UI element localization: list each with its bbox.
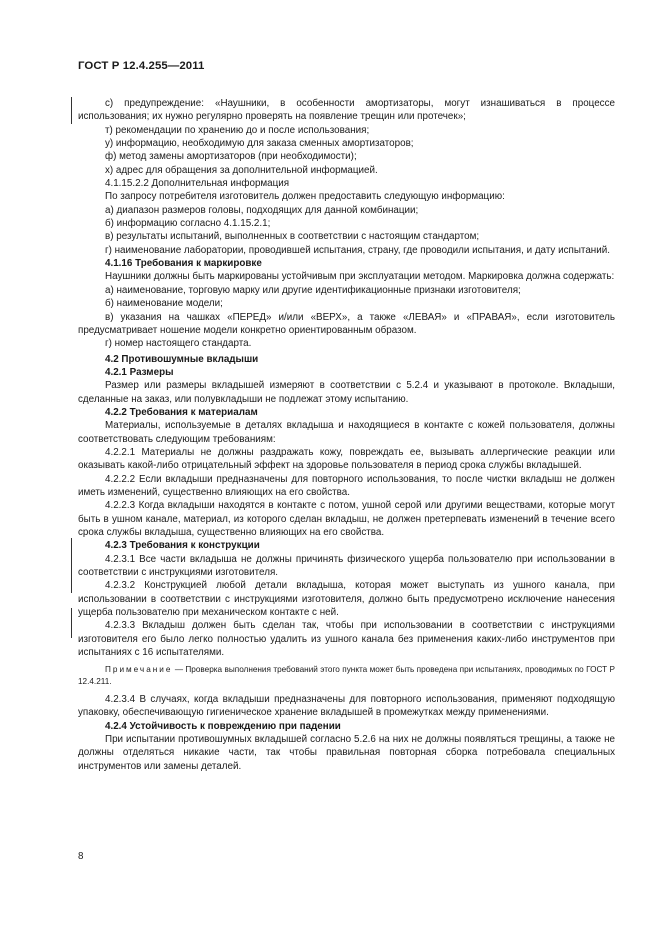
page-number: 8 [78, 851, 84, 862]
section-heading: 4.2.1 Размеры [105, 366, 174, 378]
note [78, 664, 615, 686]
section-heading: 4.1.16 Требования к маркировке [105, 258, 262, 270]
paragraph: Материалы, используемые в деталях вкладыша и находящиеся в контакте с кожей пользователя, должны соответствовать следующим требованиям: [78, 420, 615, 445]
note-label: Примечание [105, 665, 173, 675]
list-item: у) информацию, необходимую для заказа сменных амортизаторов; [105, 138, 414, 150]
paragraph: 4.2.2.1 Материалы не должны раздражать кожу, повреждать ее, вызывать аллергические реакции или оказывать какой-либо отрицательный эффект на здоровье пользователя в период срока службы вкладышей. [78, 446, 615, 472]
section-heading: 4.2.3 Требования к конструкции [105, 540, 260, 552]
change-bar [71, 97, 72, 124]
note-text: — Проверка выполнения требований этого пункта может быть проведена при испытаниях, проводимых по ГОСТ Р 12.4.211. [78, 665, 615, 686]
list-item: г) наименование лаборатории, проводившей испытания, страну, где проводили испытания, и дату испытаний. [105, 244, 610, 256]
paragraph: Наушники должны быть маркированы устойчивым при эксплуатации методом. Маркировка должна содержать: [105, 271, 615, 283]
list-item: ф) метод замены амортизаторов (при необходимости); [105, 151, 357, 163]
list-item: а) диапазон размеров головы, подходящих для данной комбинации; [105, 204, 419, 216]
list-item: в) указания на чашках «ПЕРЕД» и/или «ВЕРХ», а также «ЛЕВАЯ» и «ПРАВАЯ», если изготовитель предусматривает ношение модели конкретно ориентированным образом. [78, 311, 615, 336]
subsection-title: 4.1.15.2.2 Дополнительная информация [105, 178, 290, 190]
paragraph: 4.2.3.2 Конструкцией любой детали вкладыша, которая может выступать из ушного канала, при использовании в соответствии с инструкциями изготовителя, должно быть предусмотрено исключение нанесения ущерба пользователю при механическом контакте с ней. [78, 580, 615, 619]
list-item: а) наименование, торговую марку или другие идентификационные признаки изготовителя; [105, 284, 521, 296]
document-body [78, 97, 615, 773]
paragraph: По запросу потребителя изготовитель должен предоставить следующую информацию: [105, 191, 505, 203]
list-item: б) наименование модели; [105, 298, 223, 310]
change-bar [71, 538, 72, 593]
section-heading: 4.2.4 Устойчивость к повреждению при падении [105, 720, 341, 732]
paragraph: 4.2.3.1 Все части вкладыша не должны причинять физического ущерба пользователю при использовании в соответствии с инструкциями изготовителя. [78, 553, 615, 579]
document-header: ГОСТ Р 12.4.255—2011 [78, 60, 205, 72]
list-item: б) информацию согласно 4.1.15.2.1; [105, 218, 271, 230]
paragraph: 4.2.3.4 В случаях, когда вкладыши предназначены для повторного использования, применяют подходящую упаковку, обеспечивающую гигиеническое хранение вкладышей в промежутках между применениями. [78, 693, 615, 719]
paragraph: 4.2.2.2 Если вкладыши предназначены для повторного использования, то после чистки вкладыш не должен иметь изменений, существенно влияющих на его свойства. [78, 473, 615, 498]
paragraph: При испытании противошумных вкладышей согласно 5.2.6 на них не должны появляться трещины, а также не должны отделяться никакие части, так чтобы правильная повторная сборка потребовала специальных инструментов или замены деталей. [78, 733, 615, 772]
paragraph: 4.2.2.3 Когда вкладыши находятся в контакте с потом, ушной серой или другими веществами, которые могут быть в ушном канале, материал, из которого сделан вкладыш, не должен претерпевать изменений в течение всего срока службы вкладыша, существенно влияющих на его свойства. [78, 500, 615, 538]
paragraph: Размер или размеры вкладышей измеряют в соответствии с 5.2.4 и указывают в протоколе. Вкладыши, сделанные на заказ, или полувкладыши не подлежат этому испытанию. [78, 380, 615, 405]
section-heading: 4.2 Противошумные вкладыши [105, 353, 259, 365]
list-item: х) адрес для обращения за дополнительной информацией. [105, 164, 378, 176]
list-item: с) предупреждение: «Наушники, в особенности амортизаторы, могут изнашиваться в процессе использования; их нужно регулярно проверять на появление трещин или протечек»; [78, 98, 615, 123]
change-bar [71, 608, 72, 638]
list-item: г) номер настоящего стандарта. [105, 338, 252, 350]
paragraph: 4.2.3.3 Вкладыш должен быть сделан так, чтобы при использовании в соответствии с инструкциями изготовителя его было легко полностью удалить из ушного канала без применения каких-либо инструментов при испытаниях с 16 испытателями. [78, 620, 615, 659]
list-item: т) рекомендации по хранению до и после использования; [105, 124, 370, 136]
section-heading: 4.2.2 Требования к материалам [105, 406, 258, 418]
list-item: в) результаты испытаний, выполненных в соответствии с настоящим стандартом; [105, 231, 480, 243]
